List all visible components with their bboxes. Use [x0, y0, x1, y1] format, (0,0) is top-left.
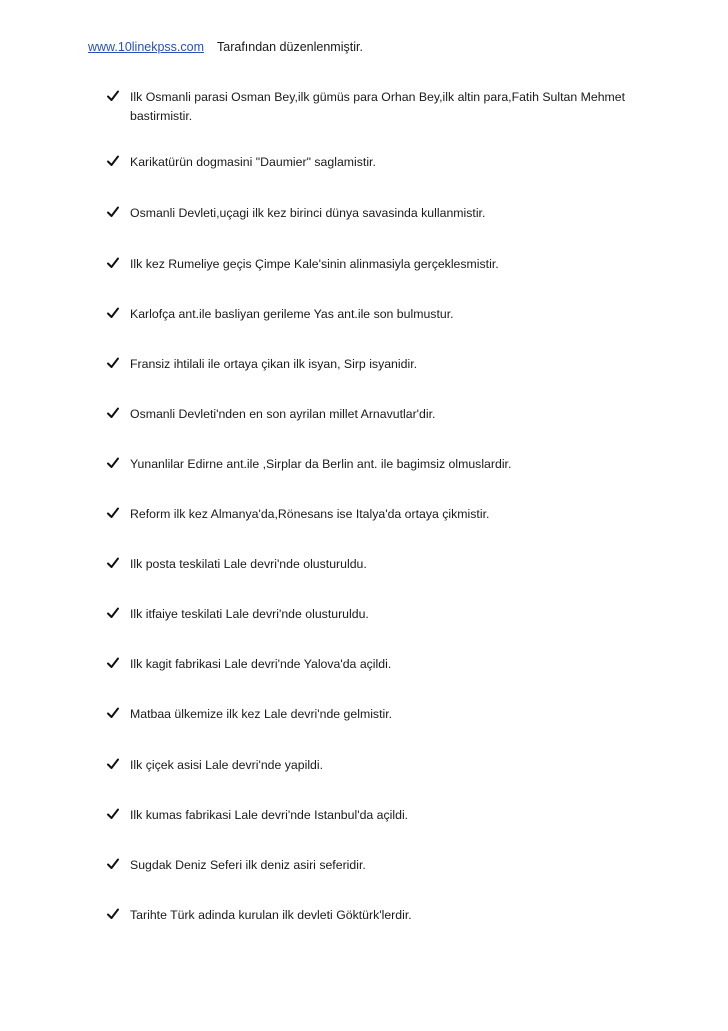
- checkmark-icon: [106, 406, 120, 420]
- list-item-text: Karikatürün dogmasini "Daumier" saglamistir.: [130, 155, 376, 169]
- list-item-text: Ilk Osmanli parasi Osman Bey,ilk gümüs para Orhan Bey,ilk altin para,Fatih Sultan Mehmet bastirmistir.: [130, 90, 626, 123]
- checkmark-icon: [106, 857, 120, 871]
- checkmark-icon: [106, 606, 120, 620]
- list-item-text: Sugdak Deniz Seferi ilk deniz asiri seferidir.: [130, 858, 366, 872]
- list-item-text: Ilk kagit fabrikasi Lale devri'nde Yalova'da açildi.: [130, 657, 392, 671]
- list-item: [106, 255, 646, 274]
- checkmark-icon: [106, 89, 120, 103]
- list-item: [106, 204, 646, 223]
- checkmark-icon: [106, 506, 120, 520]
- list-item: [106, 355, 646, 374]
- list-item-text: Osmanli Devleti,uçagi ilk kez birinci dünya savasinda kullanmistir.: [130, 206, 486, 220]
- checkmark-icon: [106, 356, 120, 370]
- list-item: [106, 655, 646, 674]
- list-item: [106, 705, 646, 724]
- list-item-text: Ilk posta teskilati Lale devri'nde olusturuldu.: [130, 557, 367, 571]
- list-item: [106, 305, 646, 324]
- list-item-text: Yunanlilar Edirne ant.ile ,Sirplar da Berlin ant. ile bagimsiz olmuslardir.: [130, 457, 512, 471]
- list-item-text: Reform ilk kez Almanya'da,Rönesans ise Italya'da ortaya çikmistir.: [130, 507, 490, 521]
- checkmark-icon: [106, 256, 120, 270]
- list-item: [106, 405, 646, 424]
- list-item-text: Matbaa ülkemize ilk kez Lale devri'nde gelmistir.: [130, 707, 393, 721]
- list-item-text: Ilk kumas fabrikasi Lale devri'nde Istanbul'da açildi.: [130, 808, 409, 822]
- list-item: [106, 605, 646, 624]
- checkmark-icon: [106, 656, 120, 670]
- checkmark-icon: [106, 205, 120, 219]
- list-item: [106, 555, 646, 574]
- list-item: [106, 455, 646, 474]
- checkmark-icon: [106, 456, 120, 470]
- checkmark-icon: [106, 757, 120, 771]
- list-item: [106, 88, 646, 126]
- list-item-text: Tarihte Türk adinda kurulan ilk devleti Göktürk'lerdir.: [130, 908, 412, 922]
- checkmark-icon: [106, 556, 120, 570]
- checkmark-icon: [106, 807, 120, 821]
- checkmark-icon: [106, 154, 120, 168]
- site-link[interactable]: www.10linekpss.com: [88, 40, 205, 54]
- list-item-text: Karlofça ant.ile basliyan gerileme Yas ant.ile son bulmustur.: [130, 307, 454, 321]
- checkmark-icon: [106, 706, 120, 720]
- list-item: [106, 756, 646, 775]
- list-item-text: Ilk kez Rumeliye geçis Çimpe Kale'sinin alinmasiyla gerçeklesmistir.: [130, 257, 499, 271]
- edited-by-text: Tarafından düzenlenmiştir.: [217, 40, 363, 54]
- list-item: [106, 856, 646, 875]
- list-item-text: Fransiz ihtilali ile ortaya çikan ilk isyan, Sirp isyanidir.: [130, 357, 418, 371]
- list-item-text: Ilk çiçek asisi Lale devri'nde yapildi.: [130, 758, 324, 772]
- checkmark-icon: [106, 306, 120, 320]
- list-item: [106, 505, 646, 524]
- page-header: [88, 40, 363, 54]
- list-item: [106, 806, 646, 825]
- list-item-text: Osmanli Devleti'nden en son ayrilan millet Arnavutlar'dir.: [130, 407, 436, 421]
- checkmark-icon: [106, 907, 120, 921]
- list-item-text: Ilk itfaiye teskilati Lale devri'nde olusturuldu.: [130, 607, 369, 621]
- list-item: [106, 906, 646, 925]
- list-item: [106, 153, 646, 172]
